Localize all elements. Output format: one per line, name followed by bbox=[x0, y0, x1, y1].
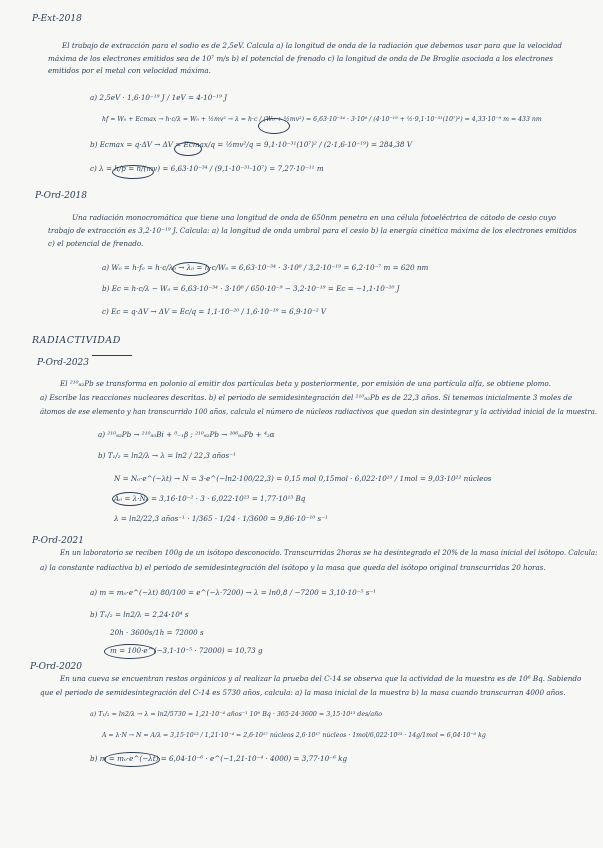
answer-line: c) Ec = q·ΔV → ΔV = Ec/q = 1,1·10⁻²⁰ / 1,6·10⁻¹⁹ = 6,9·10⁻² V bbox=[102, 307, 327, 316]
problem-statement: trabajo de extracción es 3,2·10⁻¹⁹ J. Calcula: a) la longitud de onda umbral para el cesio b) la energía cinética máxima de los electrones emitidos bbox=[48, 226, 577, 235]
problem-statement: emitidos por el metal con velocidad máxima. bbox=[48, 66, 211, 75]
answer-line: a) T₁/₂ = ln2/λ → λ = ln2/5730 = 1,21·10⁻⁴ años⁻¹ 10⁶ Bq · 365·24·3600 = 3,15·10¹³ des/año bbox=[90, 711, 383, 718]
problem-header-p-ord-2023: P-Ord-2023 bbox=[37, 358, 89, 368]
answer-line: m = 100·e^(−3,1·10⁻⁵ · 72000) = 10,73 g bbox=[110, 646, 263, 655]
circled-term-mark bbox=[112, 492, 148, 506]
problem-header-p-ext-2018: P-Ext-2018 bbox=[32, 14, 82, 24]
circled-term-mark bbox=[258, 118, 290, 134]
problem-statement: a) Escribe las reacciones nucleares descritas. b) el periodo de semidesintegración del ²¹⁰₈₂Pb es de 22,3 años. Si tenemos inicialmente 3 moles de bbox=[40, 393, 573, 402]
answer-line: N = N₀·e^(−λt) → N = 3·e^(−ln2·100/22,3) = 0,15 mol 0,15mol · 6,022·10²³ / 1mol = 9,03·10²² núcleos bbox=[114, 474, 492, 483]
circled-term-mark bbox=[172, 262, 210, 276]
answer-line: c) λ = h/p = h/(mv) = 6,63·10⁻³⁴ / (9,1·10⁻³¹·10⁷) = 7,27·10⁻¹¹ m bbox=[90, 164, 324, 173]
problem-statement: En una cueva se encuentran restos orgánicos y al realizar la prueba del C-14 se observa que la actividad de la muestra es de 10⁶ Bq. Sabiendo bbox=[60, 674, 582, 683]
answer-line: a) 2,5eV · 1,6·10⁻¹⁹ J / 1eV = 4·10⁻¹⁹ J bbox=[90, 93, 228, 102]
answer-line: a) m = m₀·e^(−λt) 80/100 = e^(−λ·7200) → λ = ln0,8 / −7200 = 3,10·10⁻⁵ s⁻¹ bbox=[90, 588, 377, 597]
answer-line: hf = W₀ + Ecmax → h·c/λ = W₀ + ½mv² → λ = h·c / (W₀ + ½mv²) = 6,63·10⁻³⁴ · 3·10⁸ / (4·10⁻¹⁹ + ½·9,1·10⁻³¹(10⁷)²) = 4,33·10⁻⁹ m = 433 nm bbox=[102, 116, 542, 123]
answer-line: 20h · 3600s/1h = 72000 s bbox=[110, 628, 204, 637]
answer-line: b) Ecmax = q·ΔV → ΔV = Ecmax/q = ½mv²/q = 9,1·10⁻³¹(10⁷)² / (2·1,6·10⁻¹⁹) = 284,38 V bbox=[90, 140, 412, 149]
circled-term-mark bbox=[174, 142, 202, 156]
problem-header-p-ord-2021: P-Ord-2021 bbox=[32, 536, 84, 546]
circled-term-mark bbox=[112, 165, 154, 179]
answer-line: b) m = m₀·e^(−λt) = 6,04·10⁻⁶ · e^(−1,21·10⁻⁴ · 4000) = 3,77·10⁻⁶ kg bbox=[90, 754, 348, 763]
problem-header-p-ord-2020: P-Ord-2020 bbox=[30, 662, 82, 672]
underline-mark bbox=[92, 355, 132, 356]
circled-term-mark bbox=[104, 644, 156, 659]
problem-header-p-ord-2018: P-Ord-2018 bbox=[35, 191, 87, 201]
answer-line: a) ²¹⁰₈₂Pb → ²¹⁰₈₃Bi + ⁰₋₁β ; ²¹⁰₈₂Pb → ²⁰⁶₈₂Pb + ⁴₂α bbox=[98, 430, 275, 439]
problem-statement: máxima de los electrones emitidos sea de 10⁷ m/s b) el potencial de frenado c) la longitud de onda de De Broglie asociada a los electrones bbox=[48, 54, 553, 63]
answer-line: b) Ec = h·c/λ − W₀ = 6,63·10⁻³⁴ · 3·10⁸ / 650·10⁻⁹ − 3,2·10⁻¹⁹ = Ec = −1,1·10⁻²⁰ J bbox=[102, 284, 400, 293]
answer-line: A₀ = λ·N₀ = 3,16·10⁻² · 3 · 6,022·10²³ = 1,77·10¹³ Bq bbox=[114, 494, 306, 503]
answer-line: b) T₁/₂ = ln2/λ = 2,24·10⁴ s bbox=[90, 610, 189, 619]
problem-statement: átomos de ese elemento y han transcurrido 100 años, calcula el número de núcleos radiactivos que quedan sin desintegrar y la actividad inicial de la muestra. bbox=[40, 407, 598, 416]
section-title-radiactividad: RADIACTIVIDAD bbox=[32, 335, 121, 346]
answer-line: b) T₁/₂ = ln2/λ → λ = ln2 / 22,3 años⁻¹ bbox=[98, 451, 236, 460]
problem-statement: En un laboratorio se reciben 100g de un isótopo desconocido. Transcurridas 2horas se ha desintegrado el 20% de la masa inicial del isótopo. Calcula: bbox=[60, 548, 598, 557]
answer-line: a) W₀ = h·f₀ = h·c/λ₀ → λ₀ = h·c/W₀ = 6,63·10⁻³⁴ · 3·10⁸ / 3,2·10⁻¹⁹ = 6,2·10⁻⁷ m = 620 nm bbox=[102, 263, 429, 272]
answer-line: λ = ln2/22,3 años⁻¹ · 1/365 · 1/24 · 1/3600 = 9,86·10⁻¹⁰ s⁻¹ bbox=[114, 514, 328, 523]
problem-statement: El ²¹⁰₈₂Pb se transforma en polonio al emitir dos partículas beta y posteriormente, por emisión de una partícula alfa, se obtiene plomo. bbox=[60, 379, 551, 388]
problem-statement: c) el potencial de frenado. bbox=[48, 239, 144, 248]
answer-line: A = λ·N → N = A/λ = 3,15·10¹³ / 1,21·10⁻⁴ = 2,6·10¹⁷ núcleos 2,6·10¹⁷ núcleos · 1mol/6,022·10²³ · 14g/1mol = 6,04·10⁻⁶ kg bbox=[102, 732, 486, 739]
problem-statement: El trabajo de extracción para el sodio es de 2,5eV. Calcula a) la longitud de onda de la radiación que debemos usar para que la velocidad bbox=[62, 41, 562, 50]
problem-statement: Una radiación monocromática que tiene una longitud de onda de 650nm penetra en una célula fotoeléctrica de cátodo de cesio cuyo bbox=[72, 213, 557, 222]
problem-statement: a) la constante radiactiva b) el periodo de semidesintegración del isótopo y la masa que queda del isótopo original transcurridas 20 horas. bbox=[40, 563, 546, 572]
problem-statement: que el periodo de semidesintegración del C-14 es 5730 años, calcula: a) la masa inicial de la muestra b) la masa cuando transcurran 4000 años. bbox=[40, 688, 566, 697]
circled-term-mark bbox=[104, 752, 160, 767]
